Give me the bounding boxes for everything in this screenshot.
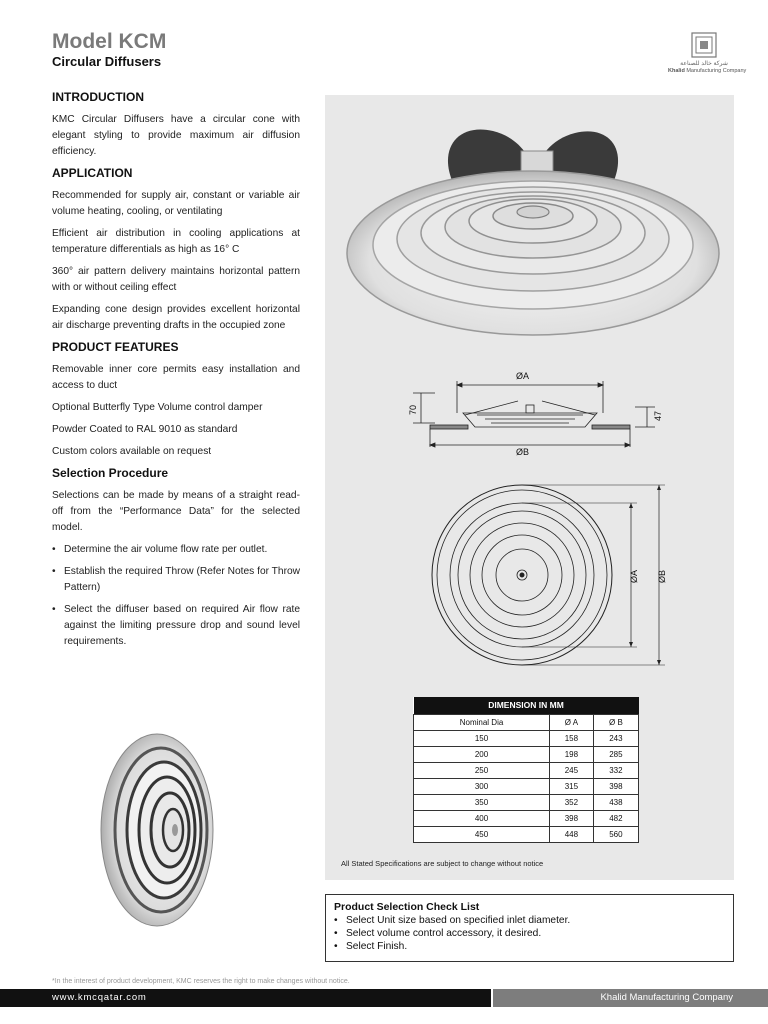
selection-section bbox=[52, 466, 300, 650]
checklist-item: • Select volume control accessory, it desired. bbox=[334, 927, 725, 940]
table-cell: 398 bbox=[593, 778, 638, 794]
table-row bbox=[414, 794, 639, 810]
table-cell: 398 bbox=[550, 810, 594, 826]
right-panel bbox=[325, 95, 734, 880]
logo-square-icon bbox=[691, 32, 717, 58]
table-cell: 158 bbox=[550, 730, 594, 746]
application-section bbox=[52, 166, 300, 334]
footer-company: Khalid Manufacturing Company bbox=[493, 989, 768, 1007]
application-paragraph: 360° air pattern delivery maintains horizontal pattern with or without ceiling effect bbox=[52, 266, 300, 293]
company-logo bbox=[668, 32, 747, 80]
table-cell: 300 bbox=[414, 778, 550, 794]
features-heading: PRODUCT FEATURES bbox=[52, 340, 179, 354]
side-label-a: ØA bbox=[516, 371, 530, 381]
spec-note: All Stated Specifications are subject to change without notice bbox=[341, 859, 544, 868]
table-cell: 200 bbox=[414, 746, 550, 762]
table-cell: 245 bbox=[550, 762, 594, 778]
table-caption: DIMENSION IN MM bbox=[414, 697, 639, 714]
front-dimension-drawing bbox=[415, 475, 685, 675]
table-cell: 400 bbox=[414, 810, 550, 826]
feature-item: Powder Coated to RAL 9010 as standard bbox=[52, 424, 238, 435]
selection-heading: Selection Procedure bbox=[52, 466, 169, 480]
selection-bullet: • Determine the air volume flow rate per outlet. bbox=[52, 542, 300, 558]
table-cell: 198 bbox=[550, 746, 594, 762]
logo-brand: Khalid bbox=[668, 68, 685, 74]
height-47-label: 47 bbox=[653, 410, 663, 421]
side-label-b: ØB bbox=[516, 447, 530, 457]
height-70-label: 70 bbox=[408, 404, 418, 415]
table-cell: 450 bbox=[414, 826, 550, 842]
front-label-a: ØA bbox=[629, 569, 639, 583]
application-paragraph: Recommended for supply air, constant or variable air volume heating, cooling, or ventilating bbox=[52, 190, 300, 217]
introduction-heading: INTRODUCTION bbox=[52, 90, 144, 104]
selection-intro: Selections can be made by means of a straight read-off from the “Performance Data” for the selected model. bbox=[52, 490, 300, 533]
feature-item: Removable inner core permits easy installation and access to duct bbox=[52, 364, 300, 391]
introduction-text: KMC Circular Diffusers have a circular cone with elegant styling to provide maximum air diffusion efficiency. bbox=[52, 114, 300, 157]
table-header-row bbox=[414, 714, 639, 730]
checklist-item: • Select Finish. bbox=[334, 940, 725, 953]
footnote: *In the interest of product development, KMC reserves the right to make changes without notice. bbox=[52, 978, 350, 985]
application-heading: APPLICATION bbox=[52, 166, 133, 180]
table-cell: 285 bbox=[593, 746, 638, 762]
application-paragraph: Expanding cone design provides excellent horizontal air discharge preventing drafts in the occupied zone bbox=[52, 304, 300, 331]
table-row bbox=[414, 810, 639, 826]
logo-tagline: Manufacturing Company bbox=[686, 68, 747, 74]
feature-item: Optional Butterfly Type Volume control damper bbox=[52, 402, 263, 413]
table-cell: 315 bbox=[550, 778, 594, 794]
side-dimension-drawing bbox=[385, 363, 685, 463]
table-row bbox=[414, 778, 639, 794]
selection-bullet: • Establish the required Throw (Refer Notes for Throw Pattern) bbox=[52, 564, 300, 596]
logo-english-text bbox=[668, 68, 747, 74]
introduction-section bbox=[52, 90, 300, 160]
application-paragraph: Efficient air distribution in cooling applications at temperature differentials as high as 16° C bbox=[52, 228, 300, 255]
table-cell: 150 bbox=[414, 730, 550, 746]
checklist-box bbox=[325, 894, 734, 962]
table-row bbox=[414, 826, 639, 842]
table-cell: 438 bbox=[593, 794, 638, 810]
diffuser-front-photo bbox=[95, 730, 220, 930]
table-row bbox=[414, 746, 639, 762]
column-header: Nominal Dia bbox=[414, 714, 550, 730]
footer-website[interactable]: www.kmcqatar.com bbox=[0, 989, 491, 1007]
table-cell: 560 bbox=[593, 826, 638, 842]
table-cell: 350 bbox=[414, 794, 550, 810]
logo-arabic-text: شركة خالد للصناعة bbox=[680, 61, 728, 67]
selection-list bbox=[52, 542, 300, 650]
checklist-title: Product Selection Check List bbox=[334, 901, 480, 913]
table-cell: 352 bbox=[550, 794, 594, 810]
table-row bbox=[414, 730, 639, 746]
page-subtitle: Circular Diffusers bbox=[52, 54, 162, 69]
left-column bbox=[52, 90, 300, 656]
table-row bbox=[414, 762, 639, 778]
features-section bbox=[52, 340, 300, 460]
checklist-item: • Select Unit size based on specified inlet diameter. bbox=[334, 914, 725, 927]
diffuser-product-photo bbox=[343, 113, 723, 343]
checklist-items bbox=[334, 914, 725, 953]
table-cell: 332 bbox=[593, 762, 638, 778]
front-label-b: ØB bbox=[657, 569, 667, 583]
table-cell: 482 bbox=[593, 810, 638, 826]
table-cell: 250 bbox=[414, 762, 550, 778]
table-cell: 243 bbox=[593, 730, 638, 746]
selection-bullet: • Select the diffuser based on required Air flow rate against the limiting pressure drop and sound level requirements. bbox=[52, 602, 300, 650]
column-header: Ø B bbox=[593, 714, 638, 730]
dimension-table bbox=[413, 697, 639, 843]
feature-item: Custom colors available on request bbox=[52, 446, 212, 457]
table-cell: 448 bbox=[550, 826, 594, 842]
page-title: Model KCM bbox=[52, 30, 167, 53]
column-header: Ø A bbox=[550, 714, 594, 730]
